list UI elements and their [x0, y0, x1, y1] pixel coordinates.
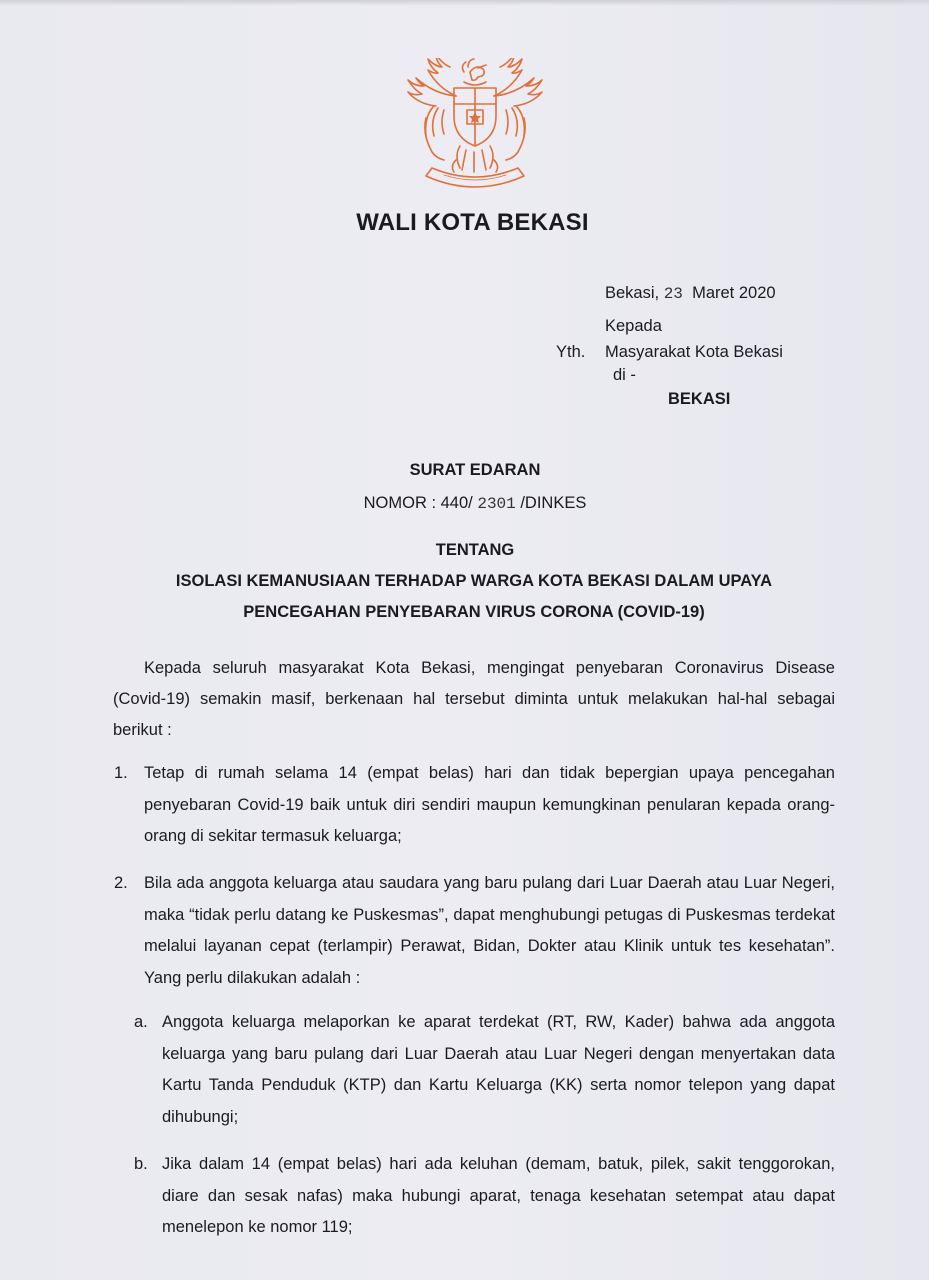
list-item: Bila ada anggota keluarga atau saudara yang baru pulang dari Luar Daerah atau Luar Negeri, maka “tidak perlu datang ke Puskesmas”, dapat menghubungi petugas di Puskesmas terdekat melalui layanan cepat (terlampir) Perawat, Bidan, Dokter atau Klinik untuk tes kesehatan”. Yang perlu dilakukan adalah :: [144, 874, 835, 987]
item-1-marker: 1.: [114, 764, 128, 782]
list-item: Anggota keluarga melaporkan ke aparat terdekat (RT, RW, Kader) bahwa ada anggota keluarga yang baru pulang dari Luar Daerah atau Luar Negeri dengan menyertakan data Kartu Tanda Penduduk (KTP) dan Kartu Keluarga (KK) serta nomor telepon yang dapat dihubungi;: [162, 1013, 835, 1126]
date-month-year: Maret 2020: [692, 284, 776, 302]
letterhead-title: WALI KOTA BEKASI: [356, 209, 589, 236]
item-2-marker: 2.: [114, 874, 128, 892]
date-day: 23: [663, 285, 683, 303]
place-text: Bekasi,: [605, 284, 660, 302]
recipient: Masyarakat Kota Bekasi: [605, 343, 783, 361]
list-item: Jika dalam 14 (empat belas) hari ada keluhan (demam, batuk, pilek, sakit tenggorokan, diare dan sesak nafas) maka hubungi aparat, tenaga kesehatan setempat atau dapat menelepon ke nomor 119;: [162, 1155, 835, 1236]
number-value: 2301: [477, 495, 516, 513]
subject-line-2: PENCEGAHAN PENYEBARAN VIRUS CORONA (COVID-19): [243, 603, 705, 621]
yth-label: Yth.: [556, 343, 586, 361]
subject-line-1: ISOLASI KEMANUSIAAN TERHADAP WARGA KOTA BEKASI DALAM UPAYA: [175, 572, 773, 590]
list-item: Tetap di rumah selama 14 (empat belas) hari dan tidak bepergian upaya pencegahan penyebaran Covid-19 baik untuk diri sendiri maupun kemungkinan penularan kepada orang-orang di sekitar termasuk keluarga;: [144, 764, 835, 845]
number-suffix: /DINKES: [520, 494, 587, 512]
subitem-b-marker: b.: [134, 1155, 148, 1173]
subitem-a-marker: a.: [134, 1013, 148, 1031]
city-name: BEKASI: [668, 390, 731, 408]
di-label: di -: [613, 366, 636, 384]
circular-type: SURAT EDARAN: [409, 461, 541, 479]
about-label: TENTANG: [435, 541, 515, 559]
scan-edge: [0, 0, 929, 6]
garuda-emblem-icon: [404, 58, 546, 192]
circular-number: [0, 494, 929, 513]
intro-paragraph: Kepada seluruh masyarakat Kota Bekasi, mengingat penyebaran Coronavirus Disease (Covid-19) semakin masif, berkenaan hal tersebut diminta untuk melakukan hal-hal sebagai berikut :: [113, 659, 835, 739]
to-label: Kepada: [605, 317, 662, 335]
date-line: [605, 285, 776, 302]
number-prefix: NOMOR : 440/: [363, 494, 473, 512]
